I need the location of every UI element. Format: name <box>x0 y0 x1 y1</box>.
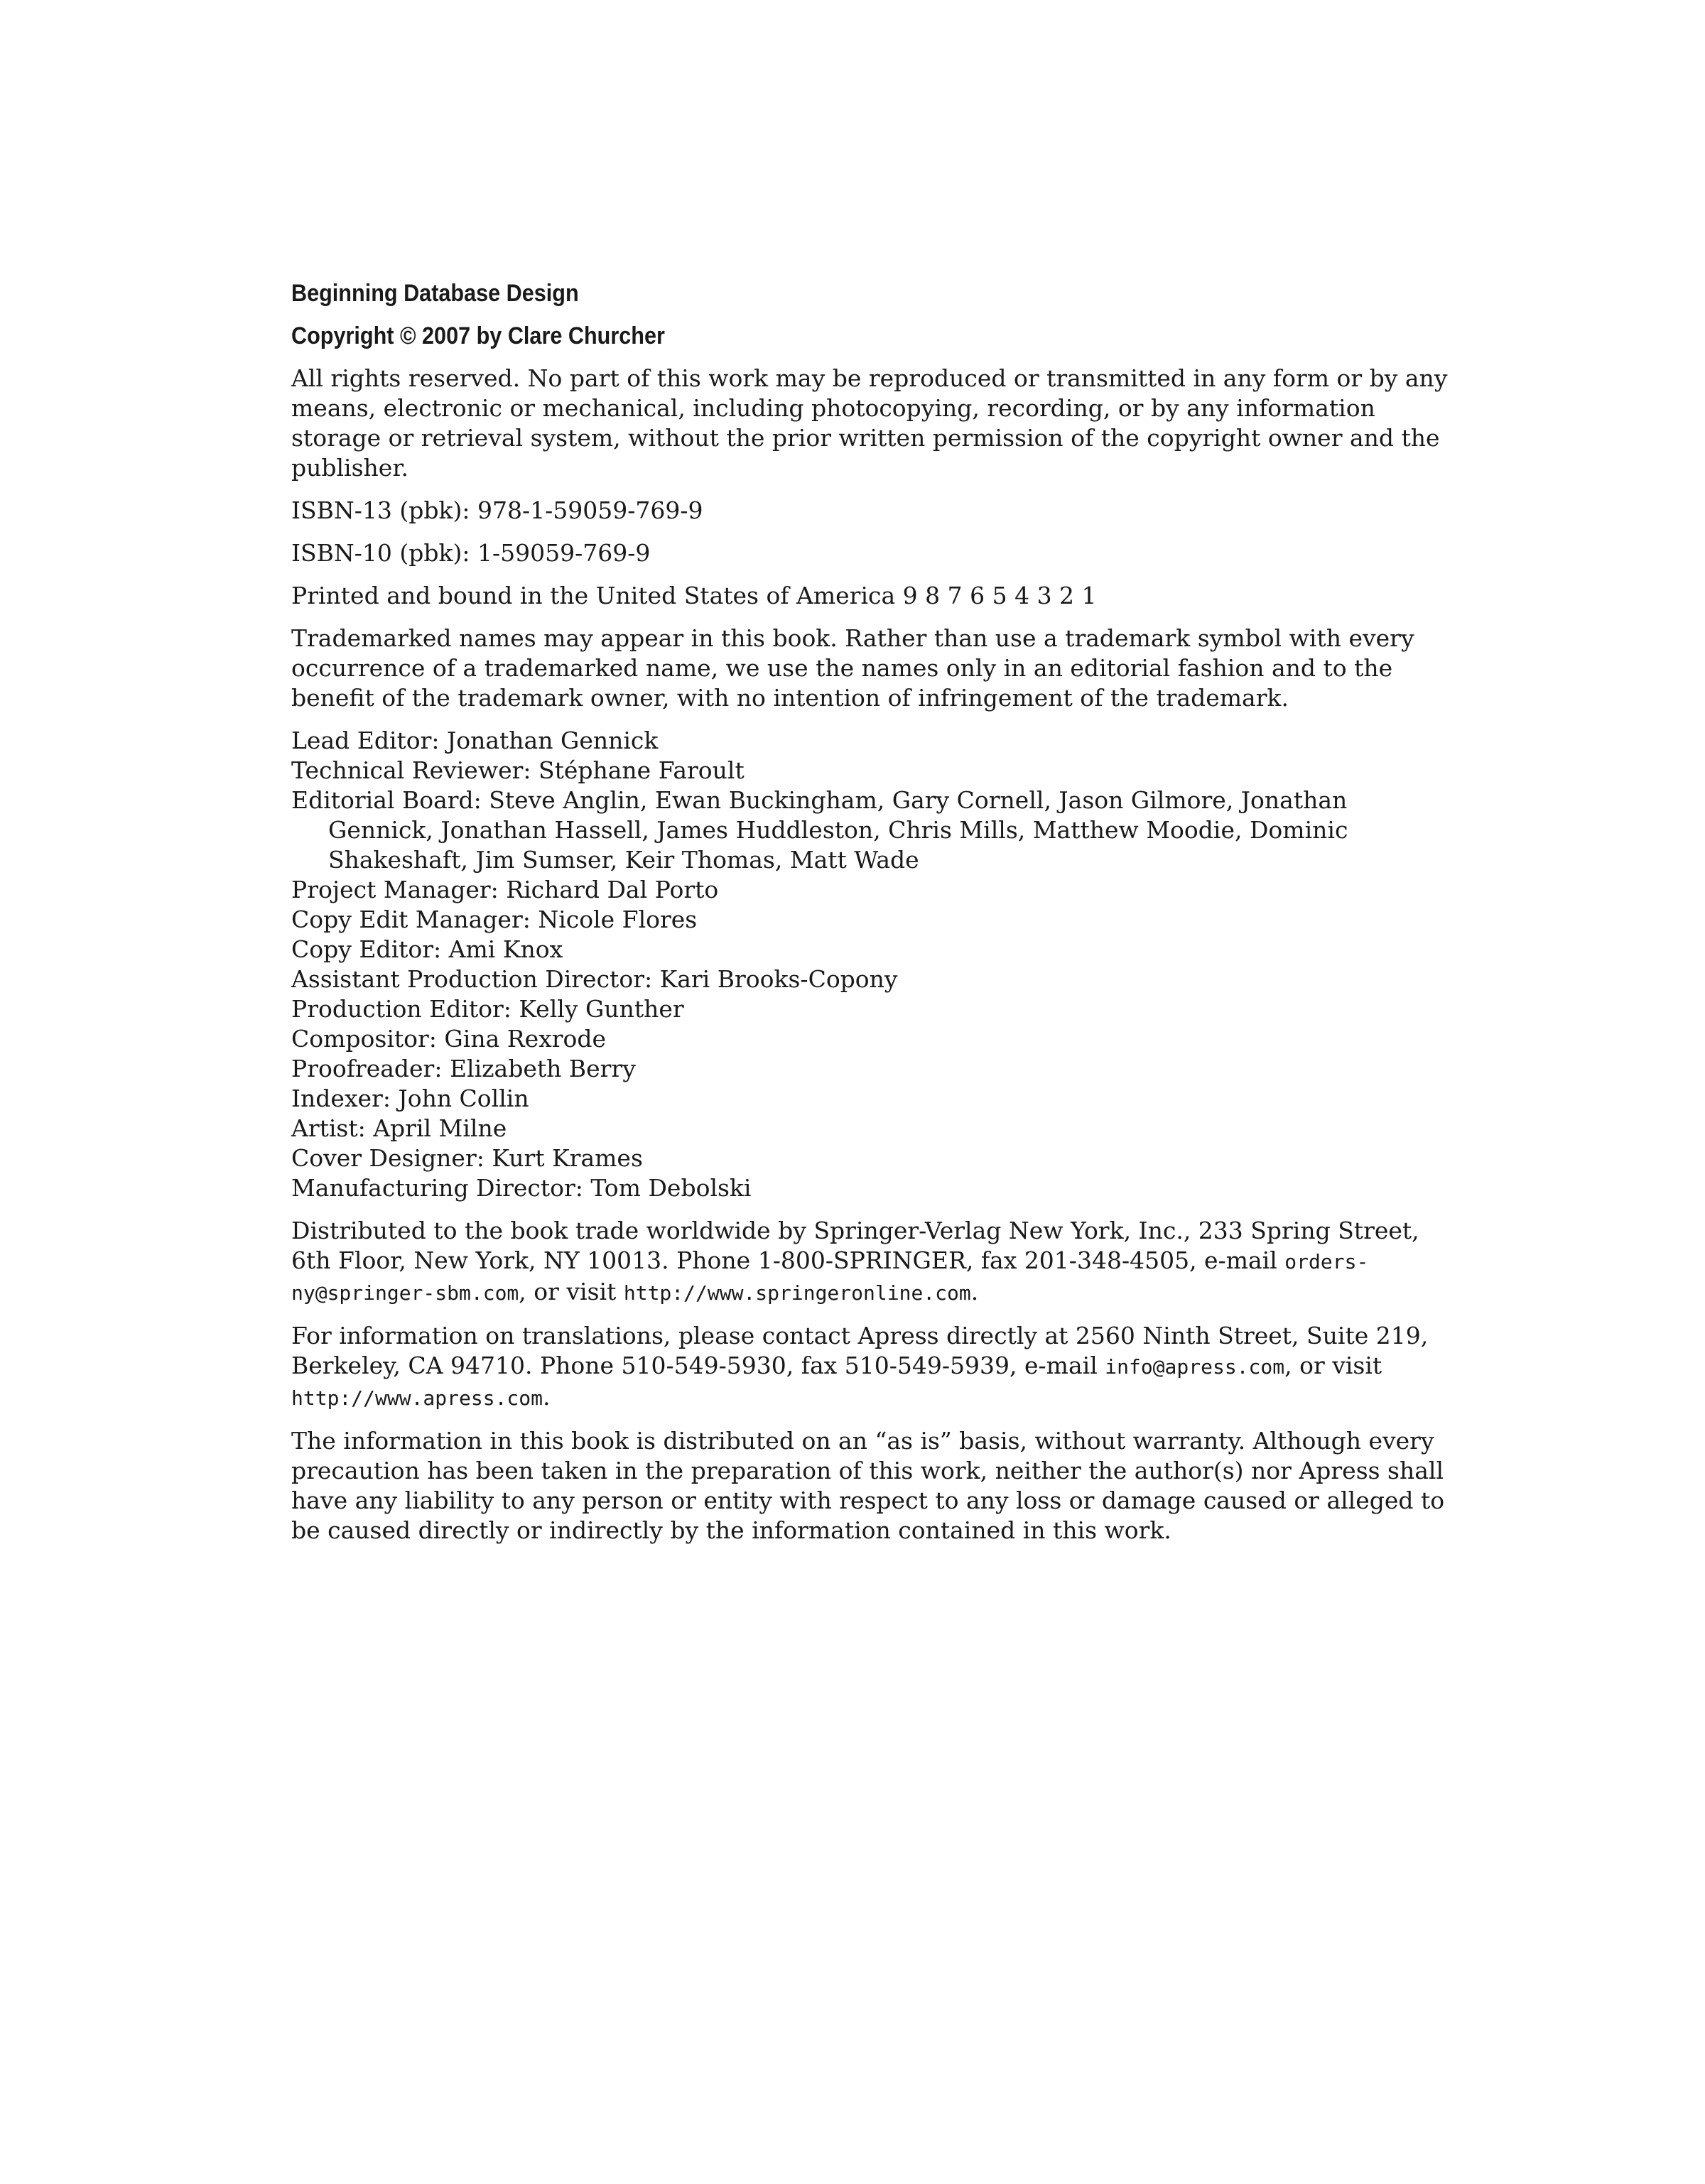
copyright-line: Copyright © 2007 by Clare Churcher <box>291 322 665 349</box>
copyright-page <box>291 278 1456 1558</box>
book-title: Beginning Database Design <box>291 280 579 307</box>
translations-paragraph <box>291 1321 1456 1413</box>
credit-copy-edit-manager: Copy Edit Manager: Nicole Flores <box>291 906 698 933</box>
translations-text: For information on translations, please contact Apress directly at 2560 Ninth Street, Suite 219, Berkeley, CA 94710. Phone 510-549-5930, fax 510-549-5939, e-mail <box>291 1322 1429 1379</box>
credit-indexer: Indexer: John Collin <box>291 1085 529 1112</box>
credit-cover-designer: Cover Designer: Kurt Krames <box>291 1144 643 1172</box>
translations-period: . <box>543 1383 551 1411</box>
credits-list <box>291 726 1456 1203</box>
credit-technical-reviewer: Technical Reviewer: Stéphane Faroult <box>291 756 745 784</box>
distribution-text: Distributed to the book trade worldwide by Springer-Verlag New York, Inc., 233 Spring Street, 6th Floor, New York, NY 10013. Phone 1-800-SPRINGER, fax 201-348-4505, e-mail <box>291 1217 1419 1274</box>
distribution-period: . <box>970 1278 979 1305</box>
disclaimer-paragraph: The information in this book is distributed on an “as is” basis, without warranty. Although every precaution has been taken in the preparation of this work, neither the author(s) nor Apress shall have any liability to any person or entity with respect to any loss or damage caused or alleged to be caused directly or indirectly by the information contained in this work. <box>291 1427 1445 1544</box>
credit-copy-editor: Copy Editor: Ami Knox <box>291 935 563 963</box>
credit-compositor: Compositor: Gina Rexrode <box>291 1025 607 1053</box>
credit-editorial-board: Editorial Board: Steve Anglin, Ewan Buckingham, Gary Cornell, Jason Gilmore, Jonathan Gennick, Jonathan Hassell, James Huddleston, Chris Mills, Matthew Moodie, Dominic Shakeshaft, Jim Sumser, Keir Thomas, Matt Wade <box>291 786 1348 874</box>
distribution-url: http://www.springeronline.com <box>623 1281 971 1305</box>
credit-production-editor: Production Editor: Kelly Gunther <box>291 995 684 1023</box>
rights-paragraph: All rights reserved. No part of this work may be reproduced or transmitted in any form or by any means, electronic or mechanical, including photocopying, recording, or by any information storage or retrieval system, without the prior written permission of the copyright owner and the publisher. <box>291 364 1448 482</box>
printed-line: Printed and bound in the United States of America 9 8 7 6 5 4 3 2 1 <box>291 582 1097 609</box>
isbn-10: ISBN-10 (pbk): 1-59059-769-9 <box>291 539 651 567</box>
credit-assistant-production-director: Assistant Production Director: Kari Brooks-Copony <box>291 965 898 993</box>
translations-email: info@apress.com <box>1105 1355 1285 1379</box>
credit-project-manager: Project Manager: Richard Dal Porto <box>291 876 719 903</box>
translations-or-visit: , or visit <box>1284 1352 1382 1379</box>
credit-lead-editor: Lead Editor: Jonathan Gennick <box>291 727 659 754</box>
translations-url: http://www.apress.com <box>291 1386 543 1410</box>
credit-manufacturing-director: Manufacturing Director: Tom Debolski <box>291 1174 752 1202</box>
credit-artist: Artist: April Milne <box>291 1114 507 1142</box>
distribution-paragraph <box>291 1216 1456 1308</box>
trademark-paragraph: Trademarked names may appear in this book. Rather than use a trademark symbol with every occurrence of a trademarked name, we use the names only in an editorial fashion and to the benefit of the trademark owner, with no intention of infringement of the trademark. <box>291 624 1414 712</box>
isbn-13: ISBN-13 (pbk): 978-1-59059-769-9 <box>291 496 703 524</box>
distribution-or-visit: , or visit <box>519 1278 624 1305</box>
distribution-email: orders-ny@springer-sbm.com <box>291 1250 1369 1305</box>
credit-proofreader: Proofreader: Elizabeth Berry <box>291 1055 636 1082</box>
